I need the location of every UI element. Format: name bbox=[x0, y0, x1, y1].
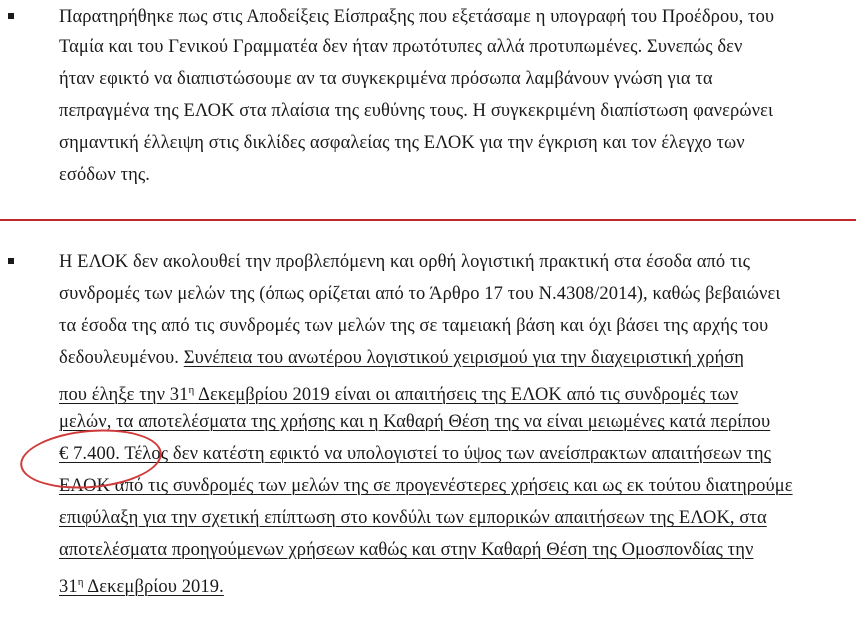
p1-line-6: εσόδων της. bbox=[59, 165, 151, 185]
p1-line-3: ήταν εφικτό να διαπιστώσουμε αν τα συγκεκριμένα πρόσωπα λαμβάνουν γνώση για τα bbox=[59, 69, 713, 89]
p1-line-4: πεπραγμένα της ΕΛΟΚ στα πλαίσια της ευθύνης τους. Η συγκεκριμένη διαπίστωση φανερώνει bbox=[59, 101, 774, 121]
p2-line-4-plain: δεδουλευμένου. bbox=[59, 348, 184, 368]
p2-line-4 bbox=[59, 348, 744, 368]
p2-line-5 bbox=[59, 380, 738, 405]
p1-line-1: Παρατηρήθηκε πως στις Αποδείξεις Είσπραξης που εξετάσαμε η υπογραφή του Προέδρου, του bbox=[59, 7, 775, 27]
p2-line-10: αποτελέσματα προηγούμενων χρήσεων καθώς και στην Καθαρή Θέση της Ομοσπονδίας την bbox=[59, 540, 754, 560]
p2-line-9: επιφύλαξη για την σχετική επίπτωση στο κονδύλι των εμπορικών απαιτήσεων της ΕΛΟΚ, στα bbox=[59, 508, 767, 528]
p2-line-11-sup: η bbox=[77, 576, 84, 588]
p2-line-7: € 7.400. Τέλος δεν κατέστη εφικτό να υπολογιστεί το ύψος των ανείσπρακτων απαιτήσεων της bbox=[59, 444, 772, 464]
section-divider bbox=[0, 219, 856, 221]
p2-line-11 bbox=[59, 572, 224, 597]
p2-line-4-underlined: Συνέπεια του ανωτέρου λογιστικού χειρισμού για την διαχειριστική χρήση bbox=[183, 348, 745, 368]
p1-line-5: σημαντική έλλειψη στις δικλίδες ασφαλείας της ΕΛΟΚ για την έγκριση και τον έλεγχο των bbox=[59, 133, 745, 153]
p2-line-3: τα έσοδα της από τις συνδρομές των μελών της σε ταμειακή βάση και όχι βάσει της αρχής του bbox=[59, 316, 769, 336]
p2-line-11-a: 31 bbox=[59, 577, 78, 598]
p2-line-1: Η ΕΛΟΚ δεν ακολουθεί την προβλεπόμενη και ορθή λογιστική πρακτική στα έσοδα από τις bbox=[59, 252, 751, 272]
p2-line-6: μελών, τα αποτελέσματα της χρήσης και η Καθαρή Θέση της να είναι μειωμένες κατά περίπου bbox=[59, 412, 771, 432]
p2-line-2: συνδρομές των μελών της (όπως ορίζεται από το Άρθρο 17 του Ν.4308/2014), καθώς βεβαιώνει bbox=[59, 284, 781, 304]
p2-line-5-b: Δεκεμβρίου 2019 είναι οι απαιτήσεις της ΕΛΟΚ από τις συνδρομές των bbox=[194, 385, 739, 406]
p1-line-2: Ταμία και του Γενικού Γραμματέα δεν ήταν πρωτότυπες αλλά προτυπωμένες. Συνεπώς δεν bbox=[59, 37, 743, 57]
bullet-1 bbox=[8, 13, 14, 19]
p2-line-11-b: Δεκεμβρίου 2019. bbox=[83, 577, 224, 598]
p2-line-5-a: που έληξε την 31 bbox=[59, 385, 189, 406]
p2-line-5-sup: η bbox=[188, 384, 195, 396]
bullet-2 bbox=[8, 258, 14, 264]
p2-line-8: ΕΛΟΚ από τις συνδρομές των μελών της σε προγενέστερες χρήσεις και ως εκ τούτου διατηρούμε bbox=[59, 476, 793, 496]
